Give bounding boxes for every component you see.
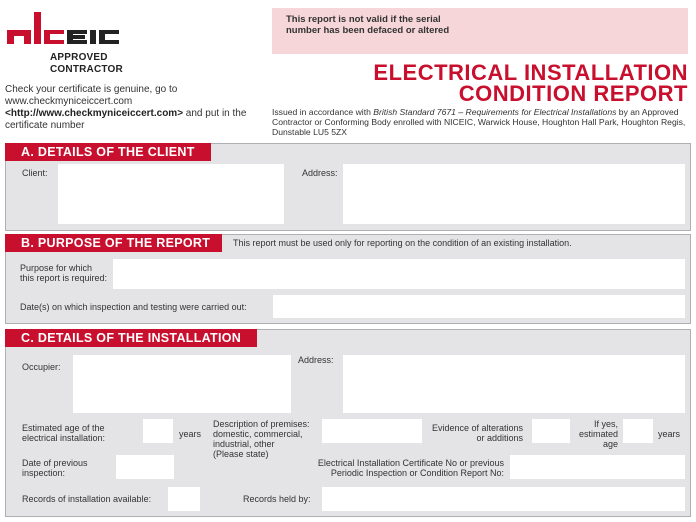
title-line-1: ELECTRICAL INSTALLATION xyxy=(373,60,688,85)
evidence-label-1: Evidence of alterations xyxy=(431,423,523,433)
premises-label-4: (Please state) xyxy=(213,449,269,459)
previous-inspection-label-1: Date of previous xyxy=(22,458,88,468)
verify-link[interactable]: <http://www.checkmyniceiccert.com> xyxy=(5,108,184,119)
report-title xyxy=(373,62,688,104)
premises-label-1: Description of premises: xyxy=(213,419,310,429)
occupier-label: Occupier: xyxy=(22,362,61,372)
section-a-heading: A. DETAILS OF THE CLIENT xyxy=(5,143,211,161)
warning-line-1: This report is not valid if the serial xyxy=(286,14,441,25)
niceic-logo-mark xyxy=(5,10,135,50)
issued-suffix: by an Approved Contractor or Conforming Body enrolled with NICEIC, Warwick House, Houghton Hall Park, Houghton Regis, Dunstable LU5 5ZX xyxy=(272,107,686,137)
section-b-heading: B. PURPOSE OF THE REPORT xyxy=(5,234,222,252)
client-field[interactable] xyxy=(58,164,284,224)
previous-inspection-label xyxy=(22,458,88,478)
warning-line-2: number has been defaced or altered xyxy=(286,25,450,36)
if-yes-label-2: estimated xyxy=(578,429,618,439)
evidence-label-2: or additions xyxy=(476,433,523,443)
purpose-field[interactable] xyxy=(113,259,685,289)
client-address-field[interactable] xyxy=(343,164,685,224)
purpose-label-1: Purpose for which xyxy=(20,263,93,273)
section-client xyxy=(5,143,691,231)
evidence-field[interactable] xyxy=(532,419,570,443)
approved-text: APPROVED xyxy=(50,52,108,63)
verify-url: www.checkmyniceiccert.com xyxy=(5,96,133,107)
purpose-note: This report must be used only for reporting on the condition of an existing installation. xyxy=(233,238,572,248)
records-available-field[interactable] xyxy=(168,487,200,511)
if-yes-label-3: age xyxy=(602,439,618,449)
alteration-years-label: years xyxy=(658,429,681,439)
certificate-number-label xyxy=(306,458,504,478)
evidence-label xyxy=(406,423,523,443)
title-line-2: CONDITION REPORT xyxy=(458,81,688,106)
contractor-text: CONTRACTOR xyxy=(50,64,123,75)
purpose-label xyxy=(20,263,107,283)
if-yes-label-1: If yes, xyxy=(593,419,618,429)
age-field[interactable] xyxy=(143,419,173,443)
issued-statement xyxy=(272,107,692,137)
issued-standard: British Standard 7671 – Requirements for Electrical Installations xyxy=(373,107,617,117)
issued-prefix: Issued in accordance with xyxy=(272,107,374,117)
records-held-field[interactable] xyxy=(322,487,685,511)
verify-line-4: certificate number xyxy=(5,120,85,131)
age-label xyxy=(22,423,105,443)
certificate-label-2: Periodic Inspection or Condition Report No: xyxy=(330,468,504,478)
occupier-field[interactable] xyxy=(73,355,291,413)
previous-inspection-label-2: inspection: xyxy=(22,468,66,478)
installation-address-label: Address: xyxy=(298,355,334,365)
dates-field[interactable] xyxy=(273,295,685,318)
approved-contractor xyxy=(50,52,123,76)
age-years-label: years xyxy=(179,429,202,439)
records-available-label: Records of installation available: xyxy=(22,494,152,504)
certificate-label-1: Electrical Installation Certificate No or previous xyxy=(317,458,504,468)
premises-label-2: domestic, commercial, xyxy=(213,429,303,439)
certificate-number-field[interactable] xyxy=(510,455,685,479)
section-c-heading: C. DETAILS OF THE INSTALLATION xyxy=(5,329,257,347)
serial-warning xyxy=(272,8,688,54)
alteration-age-field[interactable] xyxy=(623,419,653,443)
purpose-label-2: this report is required: xyxy=(20,273,108,283)
client-label: Client: xyxy=(22,168,48,178)
verify-line-3: and put in the xyxy=(183,108,247,119)
age-label-1: Estimated age of the xyxy=(22,423,105,433)
verify-instructions xyxy=(5,84,265,132)
if-yes-label xyxy=(572,419,618,449)
installation-address-field[interactable] xyxy=(343,355,685,413)
age-label-2: electrical installation: xyxy=(22,433,106,443)
premises-label xyxy=(213,419,310,459)
records-held-label: Records held by: xyxy=(243,494,311,504)
dates-label: Date(s) on which inspection and testing were carried out: xyxy=(20,302,247,312)
premises-label-3: industrial, other xyxy=(213,439,275,449)
previous-inspection-field[interactable] xyxy=(116,455,174,479)
client-address-label: Address: xyxy=(302,168,338,178)
verify-line-1: Check your certificate is genuine, go to xyxy=(5,84,178,95)
section-installation xyxy=(5,329,691,517)
section-purpose xyxy=(5,234,691,324)
